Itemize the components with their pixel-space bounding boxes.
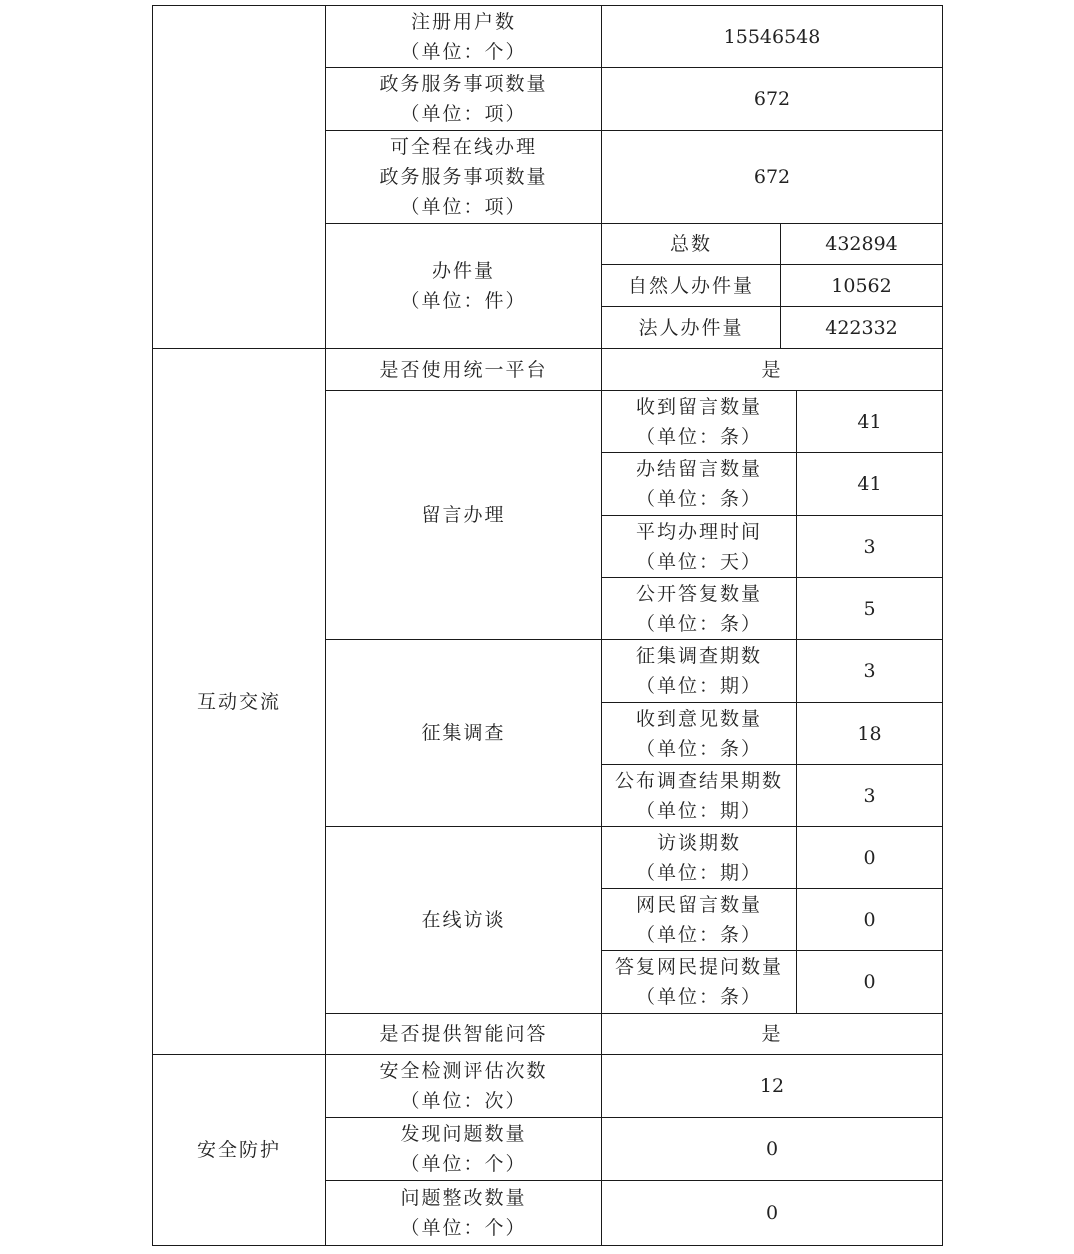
interview-row-label: 答复网民提问数量 （单位：条） [614, 956, 783, 1008]
messages-group-label: 留言办理 [421, 504, 506, 526]
security-row-value: 0 [765, 1138, 779, 1160]
section-label-interaction: 互动交流 [196, 690, 281, 713]
registered-users-value: 15546548 [723, 25, 821, 48]
survey-row-label: 征集调查期数 （单位：期） [635, 645, 762, 697]
message-row-label: 平均办理时间 （单位：天） [635, 520, 762, 573]
security-row-value: 12 [759, 1075, 785, 1097]
smart-qa-value: 是 [761, 1023, 783, 1045]
smart-qa-label: 是否提供智能问答 [379, 1023, 548, 1045]
section-label-security: 安全防护 [196, 1139, 281, 1161]
message-row-value: 41 [857, 473, 882, 495]
unified-platform-value: 是 [761, 358, 783, 381]
registered-users-label: 注册用户数 （单位：个） [400, 10, 527, 63]
message-row-value: 41 [857, 410, 882, 433]
interview-group-label: 在线访谈 [421, 909, 506, 931]
handling-row-label: 总数 [669, 233, 712, 255]
gov-items-label: 政务服务事项数量 （单位：项） [379, 73, 548, 125]
online-items-value: 672 [753, 166, 791, 188]
table-border [942, 5, 943, 1246]
security-row-value: 0 [765, 1202, 779, 1224]
message-row-value: 3 [863, 535, 876, 558]
interview-row-label: 网民留言数量 （单位：条） [635, 893, 762, 946]
handling-row-label: 法人办件量 [638, 316, 744, 339]
interview-row-value: 0 [863, 846, 876, 869]
message-row-label: 收到留言数量 （单位：条） [635, 395, 762, 448]
handling-label: 办件量 （单位：件） [400, 260, 527, 312]
survey-group-label: 征集调查 [421, 722, 506, 744]
security-row-label: 问题整改数量 （单位：个） [400, 1187, 527, 1239]
interview-row-label: 访谈期数 （单位：期） [635, 831, 762, 884]
survey-row-value: 3 [863, 784, 876, 807]
table-border [152, 1245, 943, 1246]
handling-row-value: 422332 [825, 316, 898, 339]
survey-row-value: 3 [863, 660, 876, 682]
message-row-value: 5 [863, 597, 876, 620]
online-items-label: 可全程在线办理 政务服务事项数量 （单位：项） [379, 136, 548, 218]
handling-row-value: 10562 [831, 274, 892, 297]
handling-row-label: 自然人办件量 [627, 274, 754, 297]
survey-row-label: 收到意见数量 （单位：条） [635, 707, 762, 760]
unified-platform-label: 是否使用统一平台 [379, 358, 548, 381]
handling-row-value: 432894 [825, 233, 898, 255]
survey-row-value: 18 [857, 722, 882, 745]
interview-row-value: 0 [863, 971, 876, 993]
interview-row-value: 0 [863, 908, 876, 931]
survey-row-label: 公布调查结果期数 （单位：期） [614, 769, 783, 822]
gov-items-value: 672 [753, 88, 791, 110]
message-row-label: 办结留言数量 （单位：条） [635, 458, 762, 510]
message-row-label: 公开答复数量 （单位：条） [635, 582, 762, 635]
security-row-label: 安全检测评估次数 （单位：次） [379, 1060, 548, 1112]
security-row-label: 发现问题数量 （单位：个） [400, 1123, 527, 1175]
